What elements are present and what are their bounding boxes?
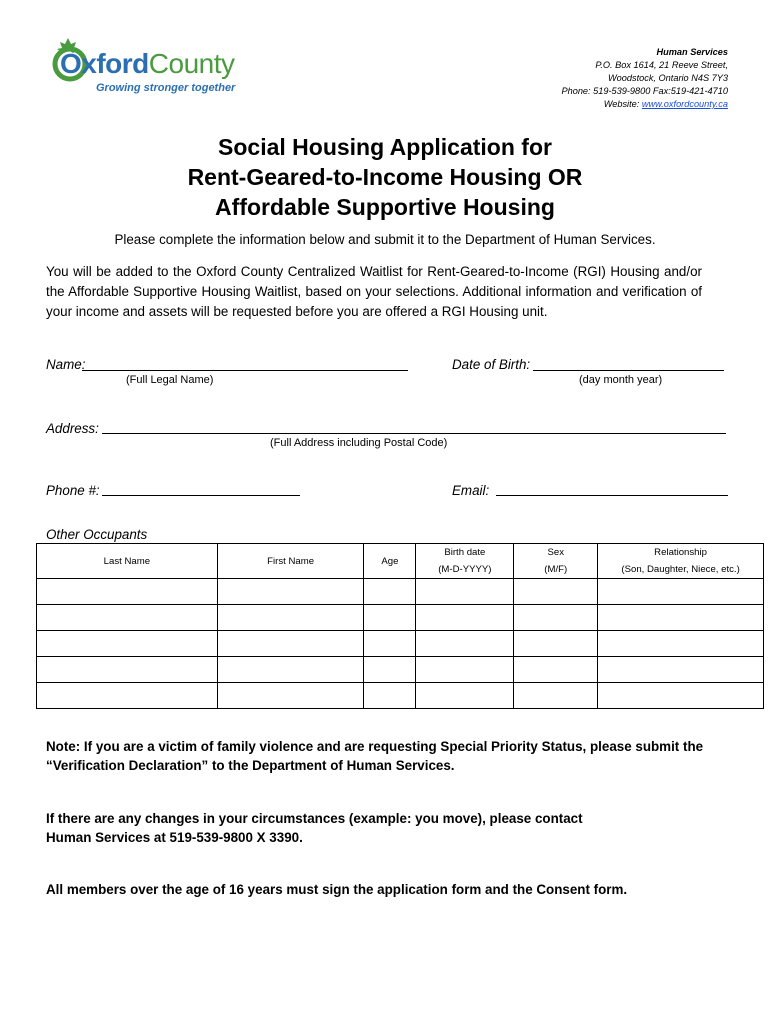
cell-first-name[interactable] bbox=[217, 605, 364, 631]
col-age: Age bbox=[364, 544, 416, 579]
email-field[interactable] bbox=[496, 495, 728, 496]
cell-first-name[interactable] bbox=[217, 683, 364, 709]
table-row bbox=[37, 605, 764, 631]
other-occupants-heading: Other Occupants bbox=[46, 527, 148, 542]
cell-last-name[interactable] bbox=[37, 605, 218, 631]
changes-note: If there are any changes in your circumstances (example: you move), please contact Human Services at 519-539-9800 X 3390. bbox=[46, 811, 583, 845]
cell-sex[interactable] bbox=[514, 631, 598, 657]
cell-relationship[interactable] bbox=[598, 657, 764, 683]
cell-sex[interactable] bbox=[514, 579, 598, 605]
cell-age[interactable] bbox=[364, 683, 416, 709]
intro-instruction: Please complete the information below and submit it to the Department of Human Services. bbox=[114, 232, 656, 247]
dob-hint: (day month year) bbox=[579, 374, 663, 386]
dob-label: Date of Birth: bbox=[452, 357, 531, 372]
contact-block bbox=[561, 46, 728, 111]
table-row bbox=[37, 657, 764, 683]
col-relationship: Relationship (Son, Daughter, Niece, etc.) bbox=[598, 544, 764, 579]
cell-last-name[interactable] bbox=[37, 683, 218, 709]
cell-last-name[interactable] bbox=[37, 657, 218, 683]
email-label: Email: bbox=[452, 483, 490, 498]
cell-first-name[interactable] bbox=[217, 657, 364, 683]
address-label: Address: bbox=[46, 421, 99, 436]
cell-age[interactable] bbox=[364, 631, 416, 657]
cell-age[interactable] bbox=[364, 579, 416, 605]
cell-sex[interactable] bbox=[514, 605, 598, 631]
cell-age[interactable] bbox=[364, 657, 416, 683]
cell-relationship[interactable] bbox=[598, 631, 764, 657]
logo-wordmark: OxfordCounty bbox=[60, 48, 235, 79]
table-header-row bbox=[37, 544, 764, 579]
phone-label: Phone #: bbox=[46, 483, 100, 498]
occupants-table bbox=[36, 543, 764, 709]
cell-birthdate[interactable] bbox=[416, 579, 514, 605]
cell-sex[interactable] bbox=[514, 683, 598, 709]
name-field[interactable] bbox=[82, 370, 408, 371]
col-sex: Sex (M/F) bbox=[514, 544, 598, 579]
cell-first-name[interactable] bbox=[217, 579, 364, 605]
website-line: Website: www.oxfordcounty.ca bbox=[603, 99, 728, 109]
cell-relationship[interactable] bbox=[598, 605, 764, 631]
phone-fax: Phone: 519-539-9800 Fax:519-421-4710 bbox=[561, 86, 728, 96]
col-first-name: First Name bbox=[217, 544, 364, 579]
cell-sex[interactable] bbox=[514, 657, 598, 683]
col-birthdate: Birth date (M-D-YYYY) bbox=[416, 544, 514, 579]
page-title: Social Housing Application for Rent-Geared-to-Income Housing OR Affordable Supportive Housing bbox=[187, 134, 583, 220]
intro-paragraph: You will be added to the Oxford County Centralized Waitlist for Rent-Geared-to-Income (RGI) Housing and/or the Affordable Supportive Housing Waitlist, based on your selections. Additional information and verification of your income and assets will be requested before you are offered a RGI Housing unit. bbox=[46, 264, 702, 319]
cell-relationship[interactable] bbox=[598, 683, 764, 709]
cell-birthdate[interactable] bbox=[416, 657, 514, 683]
cell-last-name[interactable] bbox=[37, 631, 218, 657]
table-row bbox=[37, 579, 764, 605]
oxford-county-logo bbox=[48, 34, 258, 100]
cell-birthdate[interactable] bbox=[416, 683, 514, 709]
table-row bbox=[37, 631, 764, 657]
website-link[interactable]: www.oxfordcounty.ca bbox=[641, 99, 728, 109]
signing-note: All members over the age of 16 years must sign the application form and the Consent form. bbox=[46, 882, 628, 897]
address-line-2: Woodstock, Ontario N4S 7Y3 bbox=[607, 73, 728, 83]
department-name: Human Services bbox=[656, 47, 728, 57]
cell-birthdate[interactable] bbox=[416, 605, 514, 631]
address-field[interactable] bbox=[102, 433, 726, 434]
cell-birthdate[interactable] bbox=[416, 631, 514, 657]
col-last-name: Last Name bbox=[37, 544, 218, 579]
name-label: Name: bbox=[46, 357, 86, 372]
cell-relationship[interactable] bbox=[598, 579, 764, 605]
family-violence-note: Note: If you are a victim of family violence and are requesting Special Priority Status, please submit the “Verification Declaration” to the Department of Human Services. bbox=[46, 739, 704, 773]
cell-first-name[interactable] bbox=[217, 631, 364, 657]
table-row bbox=[37, 683, 764, 709]
cell-last-name[interactable] bbox=[37, 579, 218, 605]
dob-field[interactable] bbox=[533, 370, 724, 371]
cell-age[interactable] bbox=[364, 605, 416, 631]
phone-field[interactable] bbox=[102, 495, 300, 496]
address-line-1: P.O. Box 1614, 21 Reeve Street, bbox=[595, 60, 728, 70]
address-hint: (Full Address including Postal Code) bbox=[270, 437, 448, 449]
name-hint: (Full Legal Name) bbox=[126, 374, 214, 386]
logo-tagline: Growing stronger together bbox=[96, 82, 236, 94]
